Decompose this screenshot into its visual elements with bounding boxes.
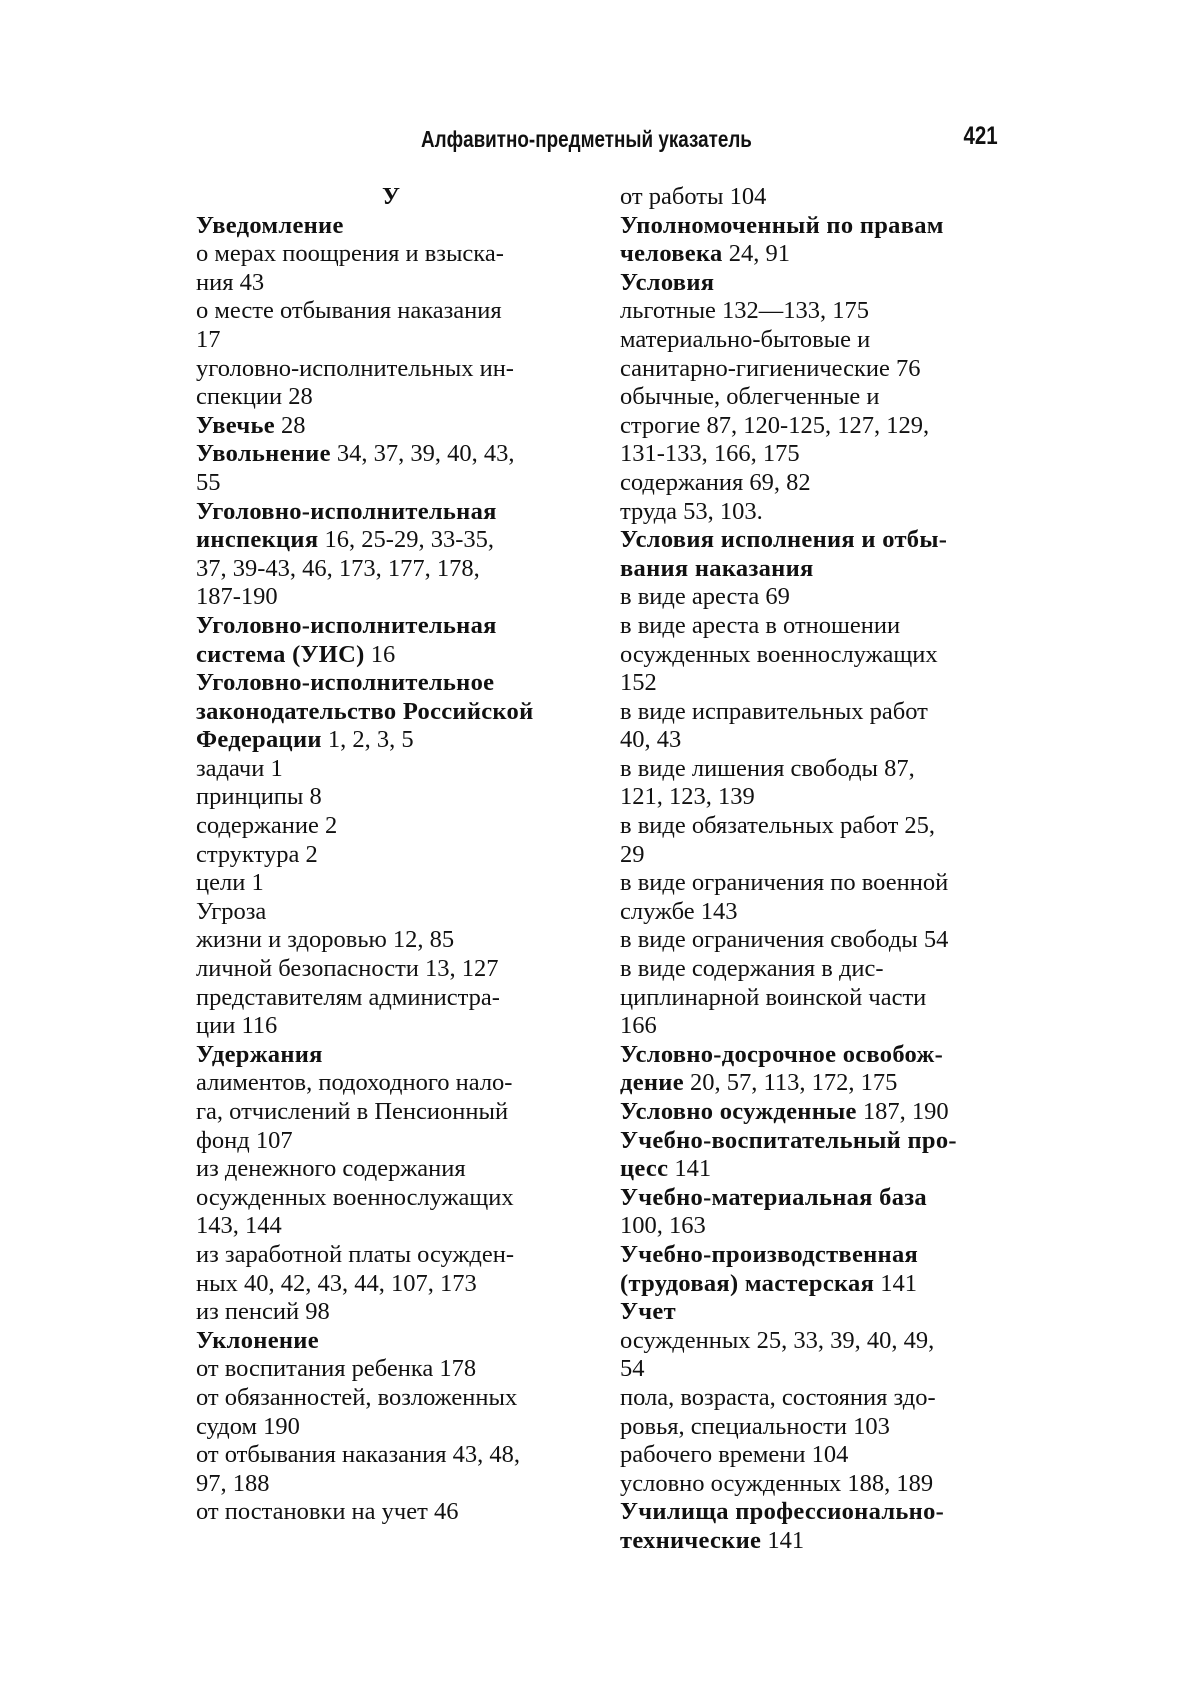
- index-term: Уклонение: [196, 1326, 319, 1354]
- index-text: структура 2: [196, 840, 318, 868]
- index-line: [196, 698, 586, 727]
- index-line: [196, 412, 586, 441]
- index-line: [196, 1270, 586, 1299]
- index-line: [620, 1298, 1015, 1327]
- index-line: [196, 1127, 586, 1156]
- index-text: льготные 132—133, 175: [620, 297, 870, 325]
- index-line: [196, 1241, 586, 1270]
- index-line: [620, 1098, 1015, 1127]
- index-line: [620, 612, 1015, 641]
- running-title: Алфавитно-предметный указатель: [421, 126, 752, 152]
- index-term: Федерации: [196, 726, 322, 754]
- index-line: [196, 1441, 586, 1470]
- index-text: ных 40, 42, 43, 44, 107, 173: [196, 1269, 477, 1297]
- index-line: [620, 812, 1015, 841]
- index-text: от отбывания наказания 43, 48,: [196, 1441, 520, 1469]
- index-line: [620, 555, 1015, 584]
- index-line: [620, 212, 1015, 241]
- index-text: ции 116: [196, 1012, 278, 1040]
- index-text: судом 190: [196, 1412, 300, 1440]
- index-line: [620, 841, 1015, 870]
- index-text: 55: [196, 468, 221, 496]
- index-text: пола, возраста, состояния здо-: [620, 1383, 936, 1411]
- index-text: 121, 123, 139: [620, 783, 755, 811]
- index-line: [620, 269, 1015, 298]
- index-line: [196, 212, 586, 241]
- index-term: Уголовно-исполнительная: [196, 497, 497, 525]
- index-text: в виде обязательных работ 25,: [620, 812, 936, 840]
- index-text: 187-190: [196, 583, 278, 611]
- index-line: [620, 383, 1015, 412]
- index-line: [196, 1355, 586, 1384]
- index-term: цесс: [620, 1155, 669, 1183]
- index-line: [620, 984, 1015, 1013]
- index-line: [196, 755, 586, 784]
- index-text: принципы 8: [196, 783, 322, 811]
- index-line: [620, 869, 1015, 898]
- index-term: (трудовая) мастерская: [620, 1269, 875, 1297]
- index-text: материально-бытовые и: [620, 325, 871, 353]
- running-header: [196, 122, 1006, 160]
- index-text: 141: [668, 1155, 712, 1183]
- index-line: [620, 1384, 1015, 1413]
- index-line: [196, 783, 586, 812]
- index-text: 28: [274, 411, 306, 439]
- index-text: содержания 69, 82: [620, 468, 811, 496]
- index-line: [196, 612, 586, 641]
- index-line: [620, 1241, 1015, 1270]
- index-text: рабочего времени 104: [620, 1441, 849, 1469]
- index-text: 187, 190: [856, 1098, 949, 1125]
- index-text: ния 43: [196, 268, 265, 296]
- index-column-right: [620, 183, 1015, 1556]
- page-number: 421: [963, 122, 998, 150]
- index-line: [620, 669, 1015, 698]
- index-text: санитарно-гигиенические 76: [620, 354, 921, 382]
- index-text: 97, 188: [196, 1469, 270, 1497]
- index-text: 40, 43: [620, 726, 682, 754]
- index-text: представителям администра-: [196, 983, 500, 1011]
- index-line: [196, 926, 586, 955]
- index-term: Учебно-материальная база: [620, 1183, 927, 1211]
- index-line: [620, 469, 1015, 498]
- left-entry-list: [196, 212, 586, 1527]
- index-line: [196, 440, 586, 469]
- index-line: [620, 726, 1015, 755]
- index-line: [620, 326, 1015, 355]
- index-line: [620, 183, 1015, 212]
- index-term: Уголовно-исполнительная: [196, 611, 497, 639]
- index-column-left: [196, 183, 586, 1527]
- index-line: [196, 898, 586, 927]
- index-text: от работы 104: [620, 183, 767, 210]
- index-text: в виде исправительных работ: [620, 697, 928, 725]
- index-text: 152: [620, 669, 657, 697]
- index-term: Условия исполнения и отбы-: [620, 526, 948, 554]
- index-term: Уведомление: [196, 211, 344, 239]
- index-text: от воспитания ребенка 178: [196, 1355, 477, 1383]
- index-line: [196, 326, 586, 355]
- index-line: [620, 1127, 1015, 1156]
- index-line: [196, 841, 586, 870]
- index-text: в виде ограничения по военной: [620, 869, 949, 897]
- index-line: [196, 526, 586, 555]
- index-line: [620, 240, 1015, 269]
- index-line: [196, 1298, 586, 1327]
- index-text: 143, 144: [196, 1212, 282, 1240]
- index-text: Угроза: [196, 897, 267, 925]
- index-line: [620, 955, 1015, 984]
- index-line: [620, 412, 1015, 441]
- index-term: Условия: [620, 268, 715, 296]
- index-line: [620, 926, 1015, 955]
- index-line: [620, 1012, 1015, 1041]
- index-text: спекции 28: [196, 383, 313, 411]
- index-text: 166: [620, 1012, 657, 1040]
- index-line: [196, 297, 586, 326]
- index-line: [196, 1498, 586, 1527]
- index-text: строгие 87, 120-125, 127, 129,: [620, 411, 930, 439]
- index-line: [196, 583, 586, 612]
- index-line: [620, 1069, 1015, 1098]
- index-term: Увечье: [196, 411, 275, 439]
- index-text: алиментов, подоходного нало-: [196, 1069, 513, 1097]
- index-text: 16, 25-29, 33-35,: [318, 526, 494, 554]
- index-line: [196, 955, 586, 984]
- index-text: осужденных военнослужащих: [196, 1183, 514, 1211]
- index-line: [196, 555, 586, 584]
- index-line: [620, 898, 1015, 927]
- index-text: из пенсий 98: [196, 1298, 330, 1326]
- index-line: [620, 1413, 1015, 1442]
- index-line: [196, 1069, 586, 1098]
- index-text: 34, 37, 39, 40, 43,: [330, 440, 515, 468]
- index-text: задачи 1: [196, 754, 283, 782]
- index-text: от постановки на учет 46: [196, 1498, 459, 1526]
- index-text: 141: [761, 1526, 805, 1554]
- index-text: о месте отбывания наказания: [196, 297, 502, 325]
- index-line: [620, 1498, 1015, 1527]
- index-term: система (УИС): [196, 640, 365, 668]
- index-line: [620, 783, 1015, 812]
- index-text: о мерах поощрения и взыска-: [196, 240, 504, 268]
- index-text: обычные, облегченные и: [620, 383, 880, 411]
- index-term: человека: [620, 240, 723, 268]
- index-line: [620, 583, 1015, 612]
- index-line: [196, 1041, 586, 1070]
- index-term: Удержания: [196, 1040, 323, 1068]
- right-entry-list: [620, 183, 1015, 1556]
- index-text: условно осужденных 188, 189: [620, 1469, 934, 1497]
- index-line: [196, 469, 586, 498]
- index-text: жизни и здоровью 12, 85: [196, 926, 455, 954]
- index-text: цели 1: [196, 869, 264, 897]
- index-text: труда 53, 103.: [620, 497, 763, 525]
- index-term: законодательство Российской: [196, 697, 534, 725]
- index-text: 54: [620, 1355, 645, 1383]
- index-text: уголовно-исполнительных ин-: [196, 354, 514, 382]
- index-text: 24, 91: [722, 240, 790, 268]
- index-line: [620, 1212, 1015, 1241]
- index-line: [620, 1155, 1015, 1184]
- index-line: [196, 812, 586, 841]
- index-text: 100, 163: [620, 1212, 706, 1240]
- index-line: [196, 669, 586, 698]
- index-text: личной безопасности 13, 127: [196, 955, 499, 983]
- index-term: Учет: [620, 1298, 676, 1326]
- index-line: [620, 1355, 1015, 1384]
- index-text: 141: [874, 1269, 918, 1297]
- index-line: [196, 1384, 586, 1413]
- index-line: [196, 1155, 586, 1184]
- index-text: га, отчислений в Пенсионный: [196, 1098, 509, 1125]
- index-line: [620, 698, 1015, 727]
- index-term: вания наказания: [620, 554, 814, 582]
- index-line: [196, 1327, 586, 1356]
- index-term: инспекция: [196, 526, 319, 554]
- index-text: в виде содержания в дис-: [620, 955, 884, 983]
- index-text: фонд 107: [196, 1126, 293, 1154]
- index-line: [196, 1098, 586, 1127]
- index-line: [196, 1012, 586, 1041]
- index-line: [196, 498, 586, 527]
- index-line: [620, 1041, 1015, 1070]
- index-line: [196, 269, 586, 298]
- index-text: 1, 2, 3, 5: [321, 726, 414, 754]
- index-line: [620, 641, 1015, 670]
- index-term: Учебно-воспитательный про-: [620, 1126, 957, 1154]
- index-line: [620, 1470, 1015, 1499]
- index-line: [620, 755, 1015, 784]
- index-text: 20, 57, 113, 172, 175: [683, 1069, 898, 1097]
- index-term: Училища профессионально-: [620, 1498, 945, 1526]
- index-line: [196, 1470, 586, 1499]
- index-term: Уголовно-исполнительное: [196, 669, 495, 697]
- index-text: из заработной платы осужден-: [196, 1240, 515, 1268]
- index-text: в виде ареста в отношении: [620, 611, 901, 639]
- index-line: [196, 1413, 586, 1442]
- index-text: в виде лишения свободы 87,: [620, 754, 915, 782]
- index-line: [196, 240, 586, 269]
- index-text: службе 143: [620, 897, 738, 925]
- index-text: осужденных 25, 33, 39, 40, 49,: [620, 1326, 935, 1354]
- index-line: [196, 355, 586, 384]
- index-text: циплинарной воинской части: [620, 983, 927, 1011]
- index-term: Увольнение: [196, 440, 331, 468]
- index-text: от обязанностей, возложенных: [196, 1383, 518, 1411]
- index-term: Уполномоченный по правам: [620, 211, 944, 239]
- index-text: 37, 39-43, 46, 173, 177, 178,: [196, 554, 480, 582]
- index-line: [620, 1527, 1015, 1556]
- index-line: [196, 641, 586, 670]
- index-line: [196, 984, 586, 1013]
- index-line: [620, 1184, 1015, 1213]
- index-line: [620, 498, 1015, 527]
- index-text: осужденных военнослужащих: [620, 640, 938, 668]
- index-text: из денежного содержания: [196, 1155, 466, 1183]
- index-line: [196, 869, 586, 898]
- index-line: [196, 1212, 586, 1241]
- index-line: [620, 1270, 1015, 1299]
- index-text: 16: [364, 640, 396, 668]
- index-term: Учебно-производственная: [620, 1240, 919, 1268]
- index-line: [620, 297, 1015, 326]
- index-line: [620, 1441, 1015, 1470]
- index-text: ровья, специальности 103: [620, 1412, 890, 1440]
- index-term: Условно-досрочное освобож-: [620, 1040, 944, 1068]
- index-text: 131-133, 166, 175: [620, 440, 800, 468]
- index-text: в виде ограничения свободы 54: [620, 926, 949, 954]
- index-term: технические: [620, 1526, 762, 1554]
- index-term: дение: [620, 1069, 684, 1097]
- index-letter-heading: У: [382, 183, 400, 210]
- index-line: [196, 1184, 586, 1213]
- index-line: [620, 440, 1015, 469]
- index-text: содержание 2: [196, 812, 338, 840]
- index-text: 17: [196, 325, 221, 353]
- index-line: [620, 526, 1015, 555]
- index-line: [620, 355, 1015, 384]
- index-text: 29: [620, 840, 645, 868]
- index-text: в виде ареста 69: [620, 583, 790, 611]
- index-line: [196, 726, 586, 755]
- index-term: Условно осужденные: [620, 1098, 857, 1125]
- index-line: [620, 1327, 1015, 1356]
- index-line: [196, 383, 586, 412]
